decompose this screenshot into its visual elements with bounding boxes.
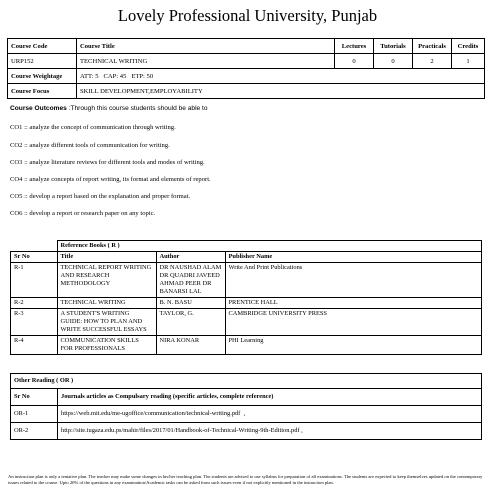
course-outcomes-heading bbox=[10, 105, 208, 112]
reference-books-column-headers bbox=[11, 252, 482, 263]
col-publisher: Publisher Name bbox=[225, 252, 482, 263]
reference-books-section-row bbox=[11, 241, 482, 252]
or-reference-link[interactable]: http://site.iugaza.edu.ps/mahir/files/2017/01/Handbook-of-Technical-Writing-9th-Edition.pdf , bbox=[58, 423, 482, 440]
ref-publisher: CAMBRIDGE UNIVERSITY PRESS bbox=[225, 309, 482, 336]
practicals-value: 2 bbox=[413, 54, 452, 69]
ref-publisher: PRENTICE HALL bbox=[225, 298, 482, 309]
course-outcome-item: CO4 :: analyze concepts of report writing, its format and elements of report. bbox=[10, 176, 211, 183]
ref-publisher: PHI Learning bbox=[225, 336, 482, 355]
ref-author: NIRA KONAR bbox=[156, 336, 225, 355]
practicals-label: Practicals bbox=[413, 39, 452, 54]
col-journal-reference: Journals articles as Compulsary reading (specific articles, complete reference) bbox=[58, 389, 482, 406]
table-row bbox=[11, 336, 482, 355]
course-focus-row bbox=[8, 84, 485, 99]
col-author: Author bbox=[156, 252, 225, 263]
course-weightage-value: ATT: 5 CAP: 45 ETP: 50 bbox=[77, 69, 485, 84]
course-outcome-item: CO6 :: develop a report or research paper on any topic. bbox=[10, 210, 156, 217]
other-reading-section-row bbox=[11, 374, 482, 389]
course-code: URP152 bbox=[8, 54, 77, 69]
course-header-labels-row bbox=[8, 39, 485, 54]
table-row bbox=[11, 423, 482, 440]
ref-sr: R-4 bbox=[11, 336, 58, 355]
reference-books-label: Reference Books ( R ) bbox=[57, 241, 482, 252]
reference-books-table bbox=[10, 240, 482, 355]
ref-sr: R-1 bbox=[11, 263, 58, 298]
or-reference-link[interactable]: https://web.mit.edu/me-ugoffice/communication/technical-writing.pdf , bbox=[58, 406, 482, 423]
other-reading-table bbox=[10, 373, 482, 440]
course-focus-value: SKILL DEVELOPMENT,EMPLOYABILITY bbox=[77, 84, 485, 99]
col-sr-no: Sr No bbox=[11, 389, 58, 406]
table-row bbox=[11, 298, 482, 309]
col-sr-no: Sr No bbox=[11, 252, 58, 263]
credits-value: 1 bbox=[452, 54, 485, 69]
course-title: TECHNICAL WRITING bbox=[77, 54, 335, 69]
course-outcome-item: CO5 :: develop a report based on the explanation and proper format. bbox=[10, 193, 191, 200]
course-weightage-label: Course Weightage bbox=[8, 69, 77, 84]
col-title: Title bbox=[57, 252, 156, 263]
lectures-value: 0 bbox=[335, 54, 374, 69]
course-header-values-row bbox=[8, 54, 485, 69]
ref-sr: R-2 bbox=[11, 298, 58, 309]
table-row bbox=[11, 309, 482, 336]
course-focus-label: Course Focus bbox=[8, 84, 77, 99]
blank-cell bbox=[11, 241, 58, 252]
or-sr: OR-1 bbox=[11, 406, 58, 423]
ref-author: B. N. BASU bbox=[156, 298, 225, 309]
ref-sr: R-3 bbox=[11, 309, 58, 336]
or-sr: OR-2 bbox=[11, 423, 58, 440]
credits-label: Credits bbox=[452, 39, 485, 54]
course-code-label: Course Code bbox=[8, 39, 77, 54]
course-outcome-item: CO3 :: analyze literature reviews for different tools and modes of writing. bbox=[10, 159, 205, 166]
ref-title: TECHNICAL REPORT WRITING AND RESEARCH METHODOLOGY bbox=[57, 263, 156, 298]
tutorials-label: Tutorials bbox=[374, 39, 413, 54]
course-outcome-item: CO2 :: analyze different tools of communication for writing. bbox=[10, 142, 170, 149]
ref-title: TECHNICAL WRITING bbox=[57, 298, 156, 309]
course-outcomes-label: Course Outcomes bbox=[10, 105, 67, 112]
table-row bbox=[11, 263, 482, 298]
ref-author: DR NAUSHAD ALAM DR QUADRI JAVEED AHMAD PEER DR BANARSI LAL bbox=[156, 263, 225, 298]
table-row bbox=[11, 406, 482, 423]
course-outcome-item: CO1 :: analyze the concept of communication through writing. bbox=[10, 124, 176, 131]
course-outcomes-intro: :Through this course students should be able to bbox=[66, 105, 208, 112]
ref-publisher: Write And Print Publications bbox=[225, 263, 482, 298]
lectures-label: Lectures bbox=[335, 39, 374, 54]
other-reading-column-headers bbox=[11, 389, 482, 406]
course-header-table bbox=[7, 38, 485, 99]
tutorials-value: 0 bbox=[374, 54, 413, 69]
other-reading-label: Other Reading ( OR ) bbox=[11, 374, 482, 389]
ref-author: TAYLOR, G. bbox=[156, 309, 225, 336]
instruction-plan-footnote: An instruction plan is only a tentative plan. The teacher may make some changes in his/her teaching plan. The students are advised to use syllabus for preparation of all examinations. The students are expected to keep themselves updated on the contemporary issues related to the course. Upto 20% of the questions in any examination/Academic tasks can be asked from such issues even if not explicitly mentioned in the instruction plan. bbox=[8, 474, 483, 485]
ref-title: COMMUNICATION SKILLS FOR PROFESSIONALS bbox=[57, 336, 156, 355]
course-title-label: Course Title bbox=[77, 39, 335, 54]
course-weightage-row bbox=[8, 69, 485, 84]
university-title: Lovely Professional University, Punjab bbox=[117, 6, 378, 25]
ref-title: A STUDENT'S WRITING GUIDE: HOW TO PLAN AND WRITE SUCCESSFUL ESSAYS bbox=[57, 309, 156, 336]
